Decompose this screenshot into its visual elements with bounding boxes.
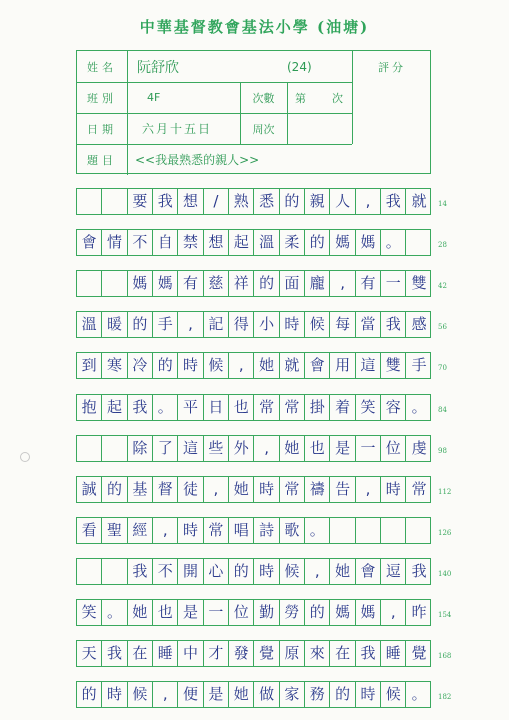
topic-label: 題目: [87, 153, 117, 167]
grid-cell: 寒: [102, 353, 127, 378]
grid-cell: 悉: [254, 189, 279, 214]
grid-cell: 想: [178, 189, 203, 214]
grid-cell: 的: [128, 312, 153, 337]
grid-cell: 覺: [411, 644, 427, 663]
grid-cell: 記: [204, 312, 229, 337]
grid-cell: 常: [280, 477, 305, 502]
grid-cell: 龐: [305, 271, 330, 296]
grid-cell: 的: [305, 600, 330, 625]
grid-cell: /: [204, 189, 229, 214]
grid-cell: 家: [280, 682, 305, 707]
times-label: 次數: [252, 91, 275, 105]
grid-cell: 得: [229, 312, 254, 337]
grid-cell: [102, 189, 127, 214]
topic-value: <<我最熟悉的親人>>: [135, 153, 260, 167]
grid-cell: 抱: [77, 395, 102, 420]
grid-cell: 熟: [229, 189, 254, 214]
grid-cell: ,: [330, 271, 355, 296]
grid-cell: 我: [411, 561, 427, 580]
grid-cell: 小: [254, 312, 279, 337]
grid-cell: 昨: [411, 603, 427, 621]
grid-cell: [381, 518, 406, 543]
grid-cell: 常: [280, 395, 305, 420]
grid-cell: 媽: [128, 271, 153, 296]
grid-cell: [77, 271, 102, 296]
grid-cell: 用: [330, 353, 355, 378]
date-value: 六月十五日: [142, 122, 213, 136]
grid-cell: 是: [330, 436, 355, 461]
grid-cell: 勤: [254, 600, 279, 625]
grid-cell: 經: [128, 518, 153, 543]
grid-cell: 媽: [330, 230, 355, 255]
name-label: 姓名: [87, 60, 117, 74]
grid-cell: 時: [254, 559, 279, 584]
grid-cell: 人: [330, 189, 355, 214]
grid-cell: 常: [204, 518, 229, 543]
grid-cell: 除: [128, 436, 153, 461]
grid-row: [76, 394, 431, 421]
class-value: 4F: [147, 91, 161, 104]
week-label: 周次: [252, 122, 275, 136]
character-count: 28: [438, 241, 447, 250]
grid-cell: 了: [153, 436, 178, 461]
grid-cell: 容: [381, 395, 406, 420]
grid-cell: 常: [411, 479, 427, 498]
grid-cell: 在: [330, 641, 355, 666]
grid-cell: 我: [381, 189, 406, 214]
grid-cell: 她: [254, 353, 279, 378]
grid-cell: 不: [153, 559, 178, 584]
grid-cell: 的: [305, 230, 330, 255]
grid-cell: 位: [229, 600, 254, 625]
grid-cell: 我: [153, 189, 178, 214]
grid-row: [76, 681, 431, 708]
grid-cell: [77, 189, 102, 214]
grid-cell: 柔: [280, 230, 305, 255]
grid-cell: 想: [204, 230, 229, 255]
grid-row: [76, 311, 431, 338]
grid-cell: 時: [280, 312, 305, 337]
grid-cell: 的: [229, 559, 254, 584]
grid-row: [76, 270, 431, 297]
name-value: 阮舒欣: [137, 59, 179, 76]
info-divider: [287, 82, 288, 144]
grid-cell: 在: [128, 641, 153, 666]
grid-row: [76, 476, 431, 503]
grid-cell: 候: [128, 682, 153, 707]
grid-cell: 虔: [411, 438, 427, 457]
grid-row: [76, 188, 431, 215]
grid-cell: 起: [102, 395, 127, 420]
grid-cell: ,: [153, 682, 178, 707]
grid-cell: 要: [128, 189, 153, 214]
grid-cell: 會: [356, 559, 381, 584]
grid-cell: 當: [356, 312, 381, 337]
grid-cell: 時: [178, 518, 203, 543]
grid-cell: 誠: [77, 477, 102, 502]
grid-cell: 務: [305, 682, 330, 707]
grid-cell: 禁: [178, 230, 203, 255]
grid-cell: 媽: [356, 600, 381, 625]
grid-cell: 會: [305, 353, 330, 378]
grid-row: [76, 599, 431, 626]
grid-cell: 的: [280, 189, 305, 214]
grid-cell: 溫: [254, 230, 279, 255]
grid-cell: 平: [178, 395, 203, 420]
grid-cell: 睡: [153, 641, 178, 666]
grid-cell: 詩: [254, 518, 279, 543]
grid-cell: 笑: [77, 600, 102, 625]
grid-cell: 手: [411, 356, 427, 375]
grid-cell: 唱: [229, 518, 254, 543]
grid-row: [76, 352, 431, 379]
grid-cell: 原: [280, 641, 305, 666]
grid-cell: 時: [254, 477, 279, 502]
grid-cell: 有: [178, 271, 203, 296]
grid-cell: 天: [77, 641, 102, 666]
grid-cell: 時: [356, 682, 381, 707]
grid-cell: 溫: [77, 312, 102, 337]
grid-cell: 會: [77, 230, 102, 255]
character-count: 126: [438, 528, 452, 537]
grid-cell: 冷: [128, 353, 153, 378]
ci-label: 次: [332, 91, 343, 105]
student-info-table: [76, 50, 431, 174]
grid-cell: ,: [356, 189, 381, 214]
grid-cell: 做: [254, 682, 279, 707]
grid-cell: 面: [280, 271, 305, 296]
grid-row: [76, 558, 431, 585]
grid-cell: ,: [204, 477, 229, 502]
grid-cell: 聖: [102, 518, 127, 543]
grid-cell: 的: [153, 353, 178, 378]
character-count: 84: [438, 405, 447, 414]
grid-cell: 祥: [229, 271, 254, 296]
grid-cell: 睡: [381, 641, 406, 666]
character-count: 42: [438, 282, 447, 291]
grid-cell: 勞: [280, 600, 305, 625]
character-count: 56: [438, 323, 447, 332]
grid-cell: ,: [305, 559, 330, 584]
grid-cell: 暖: [102, 312, 127, 337]
grid-cell: 她: [229, 682, 254, 707]
grid-cell: 徒: [178, 477, 203, 502]
grid-cell: 外: [229, 436, 254, 461]
character-count: 140: [438, 569, 452, 578]
grid-cell: 也: [305, 436, 330, 461]
character-count: 98: [438, 446, 447, 455]
grid-cell: 便: [178, 682, 203, 707]
grid-cell: 她: [128, 600, 153, 625]
grid-cell: 常: [254, 395, 279, 420]
grid-cell: 媽: [153, 271, 178, 296]
grid-cell: 時: [178, 353, 203, 378]
grid-cell: 心: [204, 559, 229, 584]
grid-cell: 候: [381, 682, 406, 707]
grid-cell: 。: [411, 685, 427, 704]
grid-cell: [102, 559, 127, 584]
grid-cell: ,: [153, 518, 178, 543]
grid-cell: 媽: [330, 600, 355, 625]
grid-cell: 雙: [381, 353, 406, 378]
grid-cell: ,: [356, 477, 381, 502]
grid-cell: 的: [102, 477, 127, 502]
grid-cell: 笑: [356, 395, 381, 420]
grid-cell: [102, 271, 127, 296]
grid-cell: 時: [102, 682, 127, 707]
grid-cell: 我: [102, 641, 127, 666]
grid-cell: [330, 518, 355, 543]
grid-cell: 她: [229, 477, 254, 502]
grid-cell: ,: [229, 353, 254, 378]
grid-cell: 督: [153, 477, 178, 502]
grid-cell: 中: [178, 641, 203, 666]
grid-cell: [406, 518, 431, 543]
student-number-value: (24): [287, 59, 312, 74]
grid-cell: 有: [356, 271, 381, 296]
grid-cell: 這: [356, 353, 381, 378]
info-divider: [127, 51, 128, 175]
grid-cell: 親: [305, 189, 330, 214]
grid-cell: 。: [411, 397, 427, 416]
grid-cell: 就: [411, 192, 427, 210]
grid-cell: 起: [229, 230, 254, 255]
grid-cell: 。: [381, 230, 406, 255]
grid-row: [76, 517, 431, 544]
grid-cell: 我: [356, 641, 381, 666]
grid-cell: 歌: [280, 518, 305, 543]
grid-cell: 慈: [204, 271, 229, 296]
grid-cell: 一: [204, 600, 229, 625]
grid-cell: 。: [153, 395, 178, 420]
grid-cell: 才: [204, 641, 229, 666]
grid-cell: 是: [178, 600, 203, 625]
grid-cell: 候: [280, 559, 305, 584]
grid-cell: 我: [128, 559, 153, 584]
grid-cell: 來: [305, 641, 330, 666]
class-label: 班別: [87, 91, 117, 105]
grid-cell: 是: [204, 682, 229, 707]
grid-cell: [77, 436, 102, 461]
grid-cell: 媽: [356, 230, 381, 255]
punch-hole: [20, 452, 30, 462]
grid-cell: 基: [128, 477, 153, 502]
grid-cell: 的: [330, 682, 355, 707]
grid-cell: 這: [178, 436, 203, 461]
grid-cell: 告: [330, 477, 355, 502]
grid-cell: 時: [381, 477, 406, 502]
grid-cell: [356, 518, 381, 543]
grid-cell: ,: [381, 600, 406, 625]
grid-cell: 。: [102, 600, 127, 625]
grid-cell: 她: [330, 559, 355, 584]
grid-cell: ,: [178, 312, 203, 337]
grid-cell: 開: [178, 559, 203, 584]
grid-cell: 着: [330, 395, 355, 420]
grid-cell: 情: [102, 230, 127, 255]
grid-cell: [77, 559, 102, 584]
grid-cell: 禱: [305, 477, 330, 502]
grid-cell: 每: [330, 312, 355, 337]
grid-cell: [406, 230, 431, 255]
grid-cell: 一: [356, 436, 381, 461]
grid-cell: 一: [381, 271, 406, 296]
grid-cell: 位: [381, 436, 406, 461]
grid-cell: 也: [153, 600, 178, 625]
grid-cell: 到: [77, 353, 102, 378]
date-label: 日期: [87, 122, 117, 136]
grid-cell: 就: [280, 353, 305, 378]
grid-cell: 掛: [305, 395, 330, 420]
character-count: 182: [438, 693, 452, 702]
grid-cell: 自: [153, 230, 178, 255]
grid-cell: 的: [77, 682, 102, 707]
character-count: 154: [438, 611, 452, 619]
character-count: 112: [438, 487, 452, 496]
grid-cell: 覺: [254, 641, 279, 666]
grid-cell: ,: [254, 436, 279, 461]
grid-cell: 看: [77, 518, 102, 543]
grid-cell: 。: [305, 518, 330, 543]
grid-cell: 逗: [381, 559, 406, 584]
grid-cell: 雙: [411, 274, 427, 293]
grid-cell: 我: [128, 395, 153, 420]
grid-cell: 我: [381, 312, 406, 337]
character-count: 14: [438, 200, 447, 208]
grid-cell: 候: [204, 353, 229, 378]
score-label: 評分: [378, 60, 406, 74]
grid-cell: [102, 436, 127, 461]
grid-cell: 感: [411, 315, 427, 334]
grid-cell: 手: [153, 312, 178, 337]
grid-cell: 發: [229, 641, 254, 666]
character-count: 70: [438, 364, 447, 373]
grid-cell: 她: [280, 436, 305, 461]
character-count: 168: [438, 652, 452, 661]
grid-cell: 候: [305, 312, 330, 337]
grid-cell: 也: [229, 395, 254, 420]
grid-row: [76, 229, 431, 256]
grid-cell: 不: [128, 230, 153, 255]
school-title: 中華基督教會基法小學 (油塘): [139, 18, 370, 36]
di-label: 第: [295, 91, 306, 105]
grid-row: [76, 640, 431, 667]
grid-cell: 些: [204, 436, 229, 461]
grid-cell: 日: [204, 395, 229, 420]
grid-row: [76, 435, 431, 462]
grid-cell: 的: [254, 271, 279, 296]
